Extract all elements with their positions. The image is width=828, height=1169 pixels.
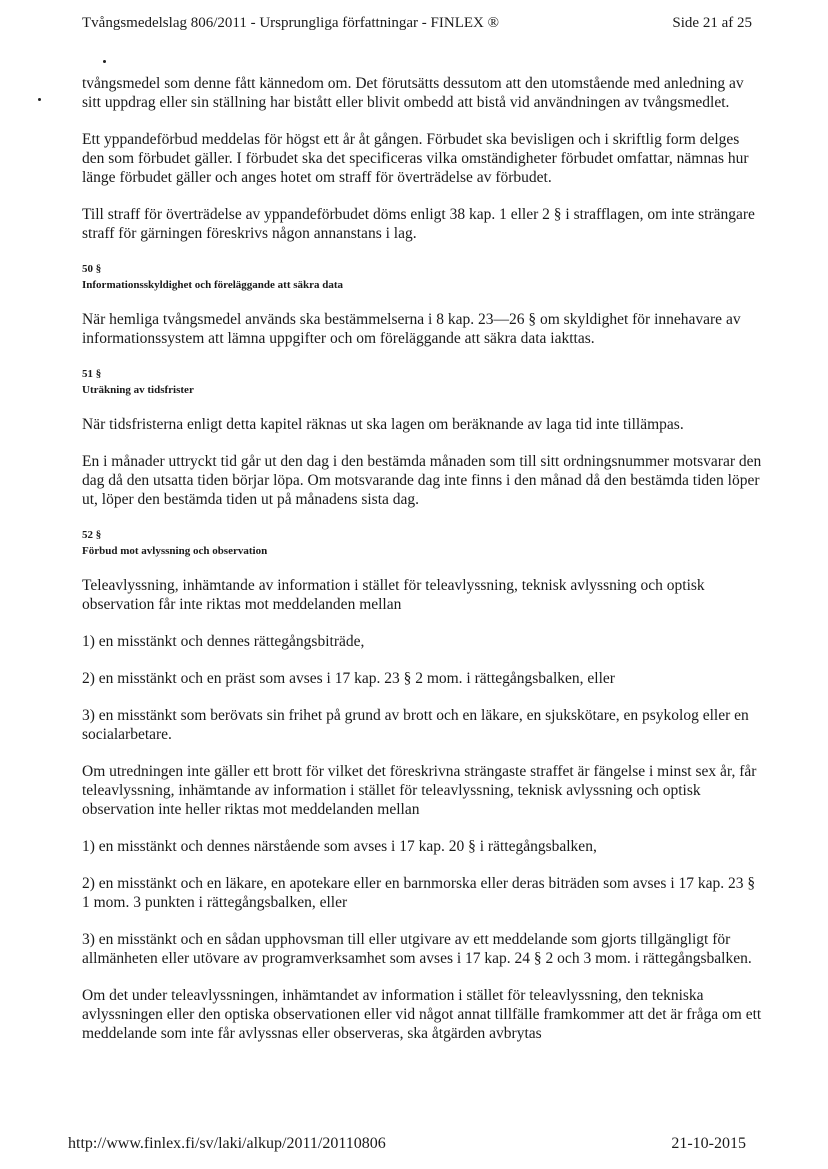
section-heading bbox=[82, 527, 762, 559]
section-number: 52 § bbox=[82, 529, 102, 541]
paragraph: 3) en misstänkt och en sådan upphovsman till eller utgivare av ett meddelande som gjorts tillgängligt för allmänheten eller utövare av programverksamhet som avses i 17 kap. 24 § 2 och 3 mom. i rättegångsbalken. bbox=[82, 931, 752, 967]
source-url: http://www.finlex.fi/sv/laki/alkup/2011/20110806 bbox=[68, 1135, 386, 1152]
paragraph: Teleavlyssning, inhämtande av information i stället för teleavlyssning, teknisk avlyssning och optisk observation får inte riktas mot meddelanden mellan bbox=[82, 577, 705, 613]
scan-speck bbox=[103, 60, 106, 63]
section-title: Uträkning av tidsfrister bbox=[82, 384, 194, 396]
section-number: 51 § bbox=[82, 368, 102, 380]
page-header bbox=[82, 12, 752, 34]
paragraph: När hemliga tvångsmedel används ska bestämmelserna i 8 kap. 23—26 § om skyldighet för innehavare av informationssystem att lämna uppgifter och om föreläggande att säkra data iakttas. bbox=[82, 311, 741, 347]
page-footer bbox=[68, 1132, 746, 1156]
document-body bbox=[82, 74, 762, 1061]
paragraph: tvångsmedel som denne fått kännedom om. Det förutsätts dessutom att den utomstående med anledning av sitt uppdrag eller sin ställning har bistått eller blivit ombedd att bistå vid användningen av tvångsmedlet. bbox=[82, 75, 744, 111]
paragraph: 2) en misstänkt och en läkare, en apotekare eller en barnmorska eller deras biträden som avses i 17 kap. 23 § 1 mom. 3 punkten i rättegångsbalken, eller bbox=[82, 875, 756, 911]
paragraph: 1) en misstänkt och dennes närstående som avses i 17 kap. 20 § i rättegångsbalken, bbox=[82, 838, 597, 855]
page-number: Side 21 af 25 bbox=[672, 15, 752, 31]
paragraph: Om utredningen inte gäller ett brott för vilket det föreskrivna strängaste straffet är fängelse i minst sex år, får teleavlyssning, inhämtande av information i stället för teleavlyssning, teknisk avlyssning och optisk observation inte heller riktas mot meddelanden mellan bbox=[82, 763, 757, 818]
section-title: Informationsskyldighet och föreläggande att säkra data bbox=[82, 279, 344, 291]
paragraph: En i månader uttryckt tid går ut den dag i den bestämda månaden som till sitt ordningsnummer motsvarar den dag då den utsatta tiden börjar löpa. Om motsvarande dag inte finns i den månad då den bestämda tiden löper ut, löper den bestämda tiden ut på månadens sista dag. bbox=[82, 453, 762, 508]
section-heading bbox=[82, 366, 762, 398]
paragraph: Till straff för överträdelse av yppandeförbudet döms enligt 38 kap. 1 eller 2 § i strafflagen, om inte strängare straff för gärningen föreskrivs någon annanstans i lag. bbox=[82, 206, 755, 242]
scan-speck bbox=[38, 98, 41, 101]
document-title: Tvångsmedelslag 806/2011 - Ursprungliga författningar - FINLEX ® bbox=[82, 15, 499, 31]
section-title: Förbud mot avlyssning och observation bbox=[82, 545, 268, 557]
section-heading bbox=[82, 261, 762, 293]
paragraph: 3) en misstänkt som berövats sin frihet på grund av brott och en läkare, en sjukskötare, en psykolog eller en socialarbetare. bbox=[82, 707, 749, 743]
section-number: 50 § bbox=[82, 263, 102, 275]
paragraph: 2) en misstänkt och en präst som avses i 17 kap. 23 § 2 mom. i rättegångsbalken, eller bbox=[82, 670, 615, 687]
paragraph: När tidsfristerna enligt detta kapitel räknas ut ska lagen om beräknande av laga tid inte tillämpas. bbox=[82, 416, 684, 433]
print-date: 21-10-2015 bbox=[671, 1135, 746, 1152]
paragraph: Om det under teleavlyssningen, inhämtandet av information i stället för teleavlyssning, den tekniska avlyssningen eller den optiska observationen eller vid något annat tillfälle framkommer att det är fråga om ett meddelande som inte får avlyssnas eller observeras, ska åtgärden avbrytas bbox=[82, 987, 762, 1042]
paragraph: 1) en misstänkt och dennes rättegångsbiträde, bbox=[82, 633, 365, 650]
paragraph: Ett yppandeförbud meddelas för högst ett år åt gången. Förbudet ska bevisligen och i skriftlig form delges den som förbudet gäller. I förbudet ska det specificeras vilka omständigheter förbudet omfattar, nämnas hur länge förbudet gäller och anges hotet om straff för överträdelse av förbudet. bbox=[82, 131, 749, 186]
